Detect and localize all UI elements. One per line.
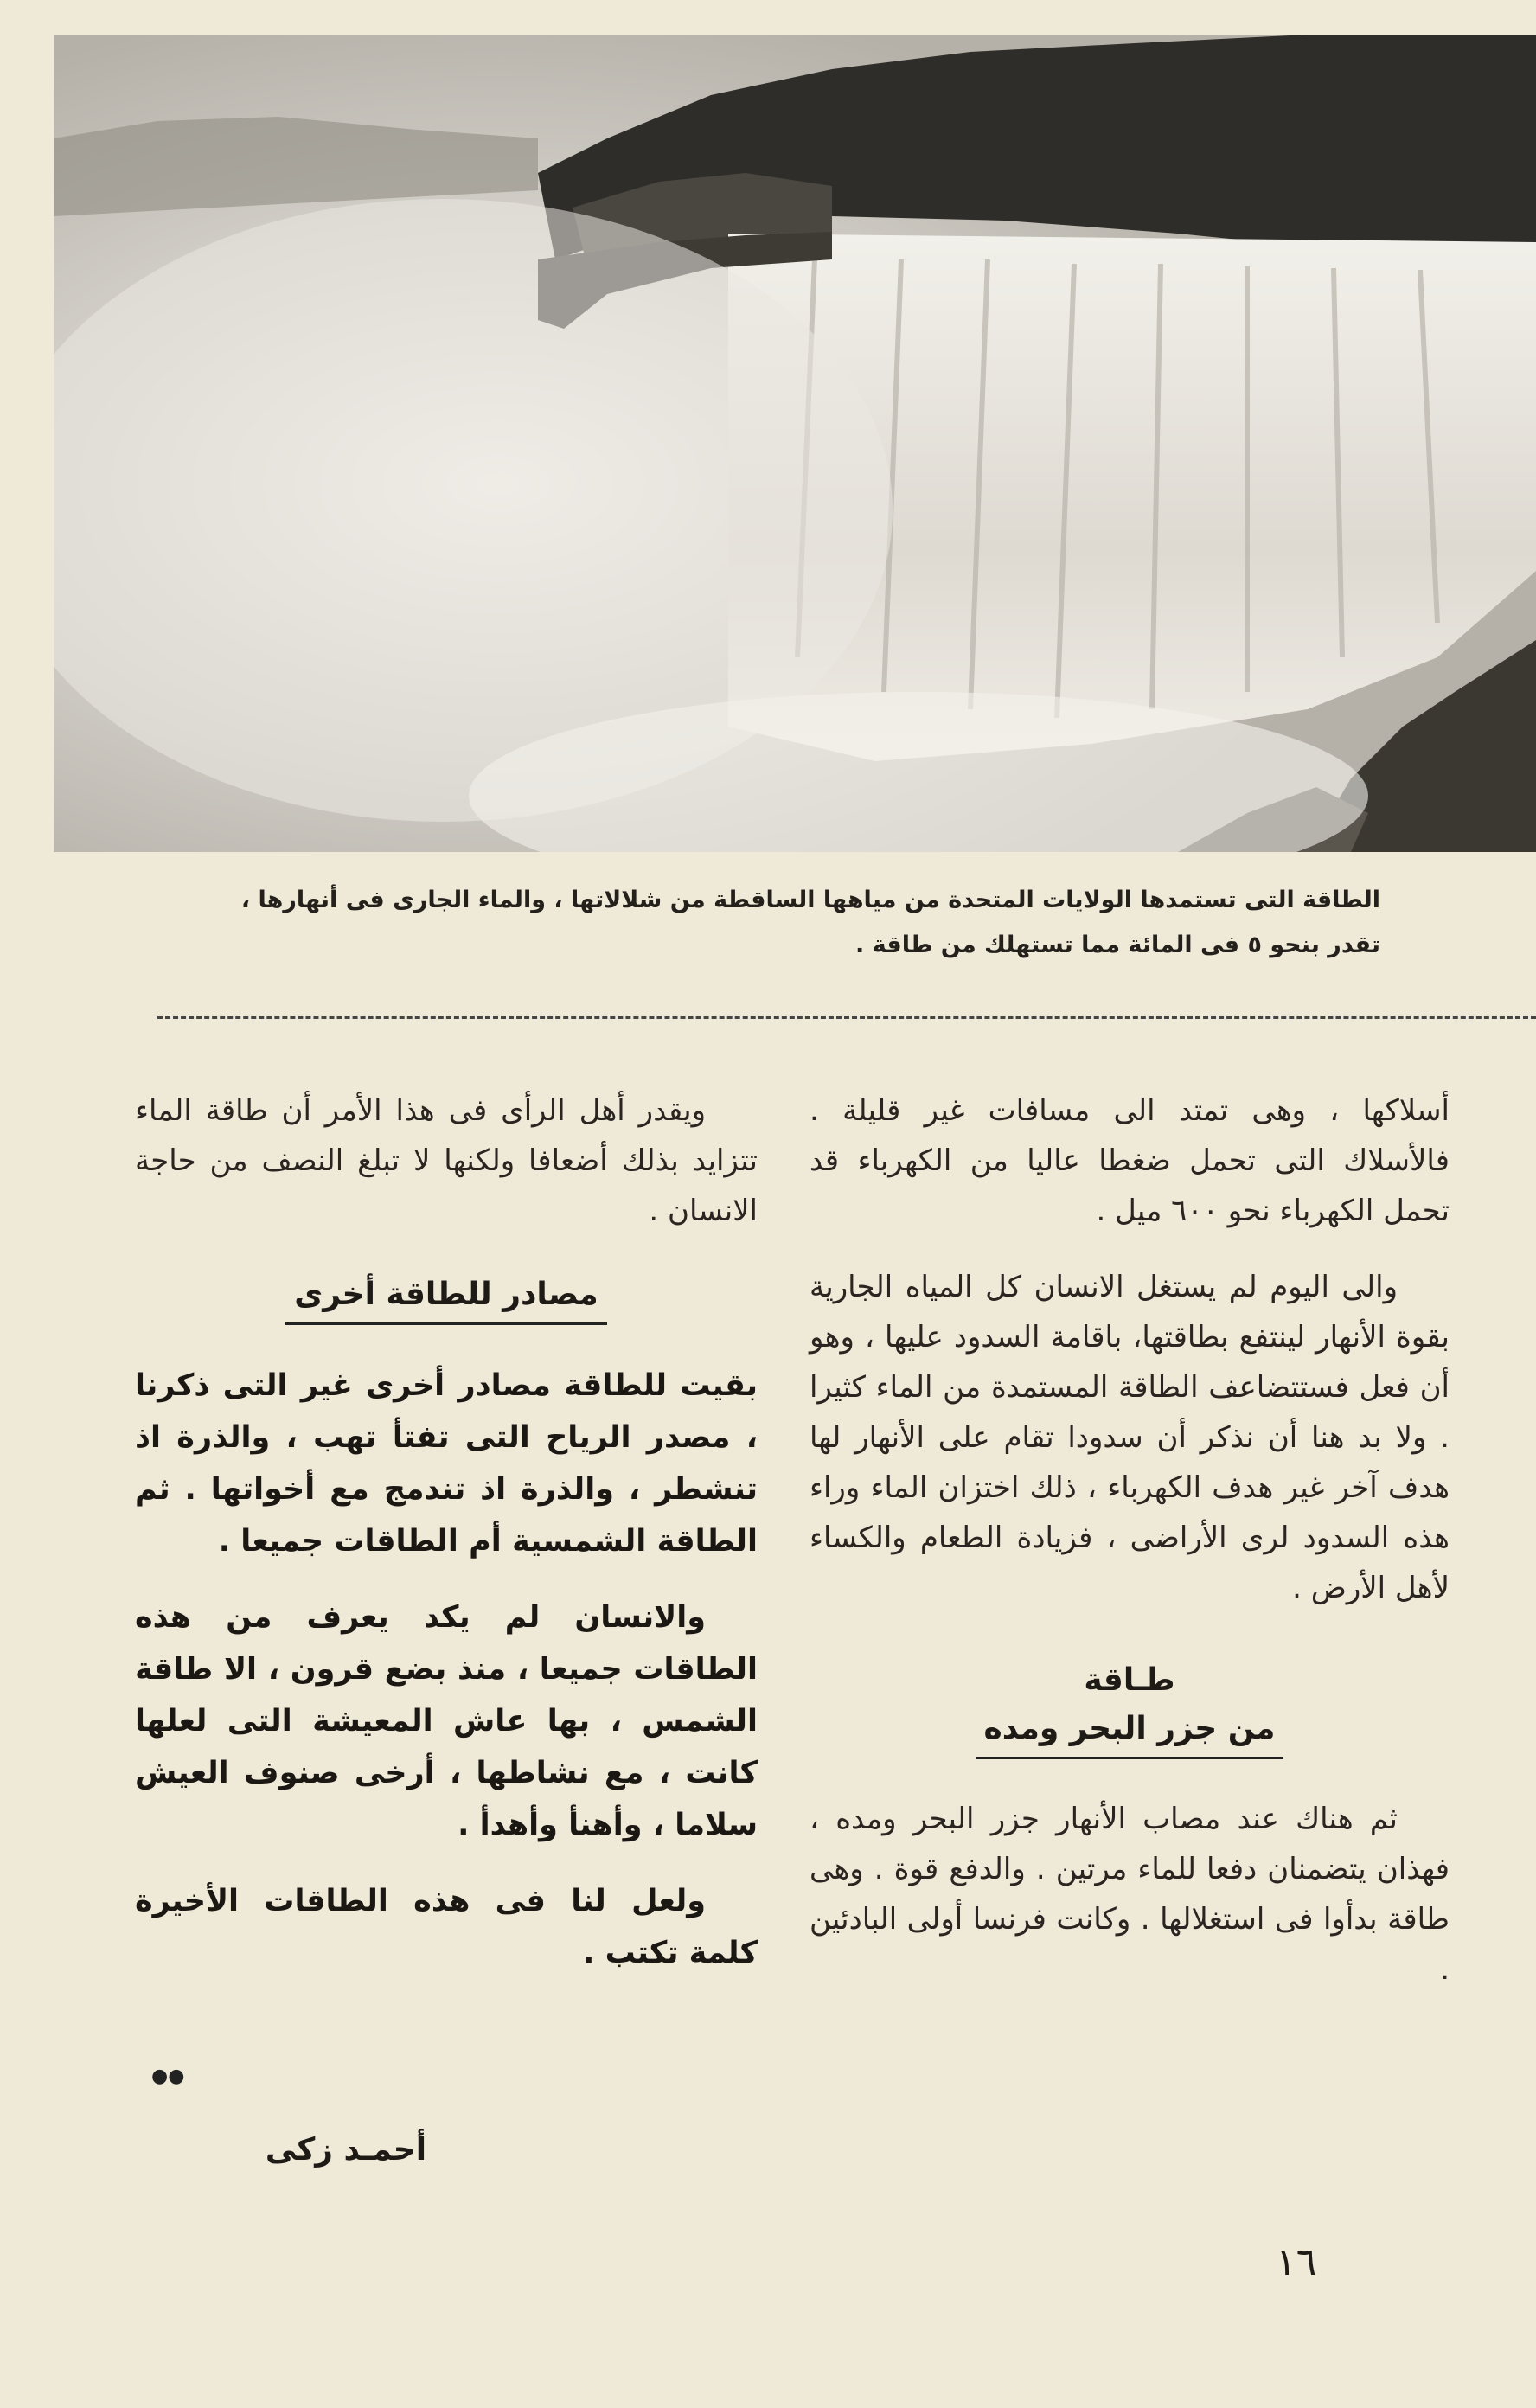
right-column — [810, 1086, 1450, 2021]
section-heading-other-sources-text: مصادر للطاقة أخرى — [285, 1271, 606, 1325]
left-paragraph-4: ولعل لنا فى هذه الطاقات الأخيرة كلمة تكتب . — [135, 1884, 758, 1970]
left-column — [135, 1086, 758, 2003]
right-paragraph-3: ثم هناك عند مصاب الأنهار جزر البحر ومده ، فهذان يتضمنان دفعا للماء مرتين . والدفع قوة . وهى طاقة بدأوا فى استغلالها . وكانت فرنسا أولى البادئين . — [810, 1802, 1450, 1987]
left-paragraph-3: والانسان لم يكد يعرف من هذه الطاقات جميعا ، منذ بضع قرون ، الا طاقة الشمس ، بها عاش المعيشة التى لعلها كانت ، مع نشاطها ، أرخى صنوف العيش سلاما ، وأهنأ وأهدأ . — [135, 1600, 758, 1842]
end-ornament-icon: ●● — [151, 2065, 185, 2087]
caption-line-2: تقدر بنحو ٥ فى المائة مما تستهلك من طاقة . — [855, 932, 1380, 958]
section-heading-tide-line-1: طـاقة — [1084, 1662, 1175, 1698]
waterfall-photo — [54, 35, 1536, 852]
left-paragraph-1: ويقدر أهل الرأى فى هذا الأمر أن طاقة الماء تتزايد بذلك أضعافا ولكنها لا تبلغ النصف من حاجة الانسان . — [135, 1093, 758, 1228]
dashed-divider — [157, 1016, 1536, 1019]
right-paragraph-1: أسلاكها ، وهى تمتد الى مسافات غير قليلة . فالأسلاك التى تحمل ضغطا عاليا من الكهرباء قد تحمل الكهرباء نحو ٦٠٠ ميل . — [810, 1093, 1450, 1228]
right-paragraph-2: والى اليوم لم يستغل الانسان كل المياه الجارية بقوة الأنهار لينتفع بطاقتها، باقامة السدود عليها ، وهو أن فعل فستتضاعف الطاقة المستمدة من الماء كثيرا . ولا بد هنا أن نذكر أن سدودا تقام على الأنهار لها هدف آخر غير هدف الكهرباء ، ذلك اختزان الماء وراء هذه السدود لرى الأراضى ، فزيادة الطعام والكساء لأهل الأرض . — [810, 1270, 1450, 1605]
section-heading-tide — [810, 1656, 1450, 1759]
section-heading-tide-line-2: من جزر البحر ومده — [976, 1705, 1284, 1759]
caption-line-1: الطاقة التى تستمدها الولايات المتحدة من مياهها الساقطة من شلالاتها ، والماء الجارى فى أنهارها ، — [240, 887, 1380, 913]
section-heading-other-sources — [135, 1271, 758, 1325]
page-number: ١٦ — [1276, 2240, 1317, 2284]
author-name: أحمـد زكى — [265, 2132, 427, 2168]
photo-caption — [100, 878, 1380, 968]
left-paragraph-2: بقيت للطاقة مصادر أخرى غير التى ذكرنا ، مصدر الرياح التى تفتأ تهب ، والذرة اذ تنشطر ، والذرة اذ تندمج مع أخواتها . ثم الطاقة الشمسية أم الطاقات جميعا . — [135, 1368, 758, 1559]
